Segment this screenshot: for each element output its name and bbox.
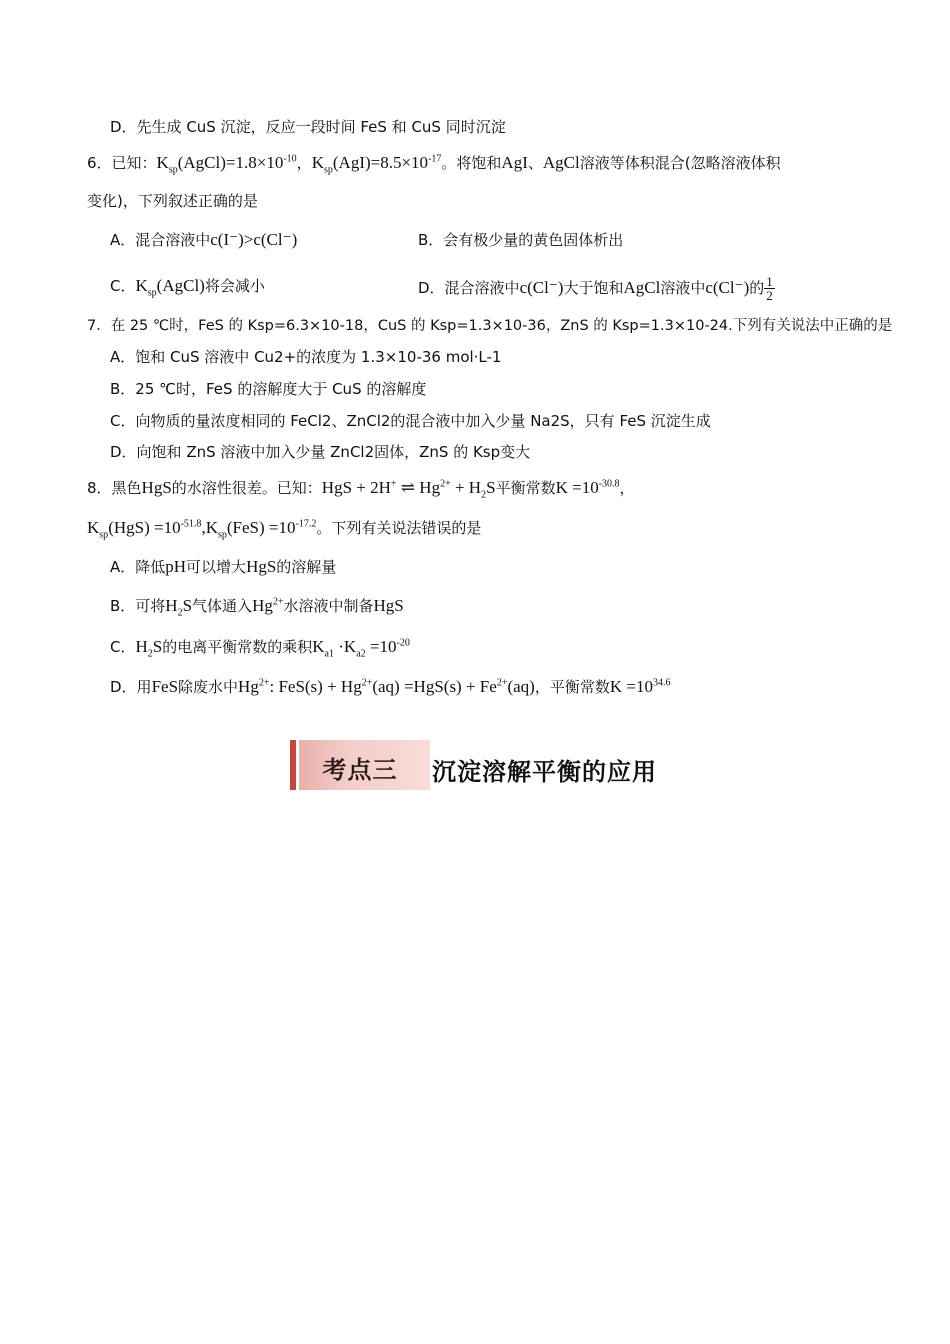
q8-option-a: A．降低pH可以增大HgS的溶解量 [110,557,337,576]
q8-stem-line2: $K_{sp}(HgS) =10^{-51.8},K_{sp}(FeS) =10^{-17.2}$。下列有关说法错误的是 [87,518,482,541]
q8-stem-line1: 8．黑色HgS的水溶性很差。已知：HgS + 2H+ ⇌ $Hg^{2+} + H_2S$平衡常数$K =10^{-30.8}$， [87,478,635,501]
one-half-fraction: $\frac{1}{2}$ [766,274,773,303]
q8-option-b: B．可将$H_2S$气体通入$Hg^{2+}$水溶液中制备HgS [110,596,404,619]
section-badge-label: 考点三 [322,756,398,784]
q7-option-a: A．饱和 CuS 溶液中 Cu2+的浓度为 1.3×10-36 mol·L-1 [110,348,502,366]
q8-option-d: D．用FeS除废水中$Hg^{2+}$: $FeS(s) + Hg^{2+}(aq) =HgS(s) + Fe^{2+}(aq)$，平衡常数$K =10^{34.6}$ [110,677,671,696]
q6-option-a: A．混合溶液中c(I⁻)>c(Cl⁻) [110,230,298,249]
q6-option-b: B．会有极少量的黄色固体析出 [418,231,624,249]
q6-option-d: D．混合溶液中c(Cl⁻)大于饱和AgCl溶液中c(Cl⁻)的 $\frac{1}{2}$ [418,274,773,303]
section-badge [290,740,430,790]
q6-stem-line2: 变化)，下列叙述正确的是 [87,192,258,210]
q7-stem: 7．在 25 ℃时，FeS 的 Ksp=6.3×10-18，CuS 的 Ksp=1.3×10-36，ZnS 的 Ksp=1.3×10-24.下列有关说法中正确的是 [87,318,893,334]
section-title: 沉淀溶解平衡的应用 [432,758,657,786]
q5-option-d: D．先生成 CuS 沉淀，反应一段时间 FeS 和 CuS 同时沉淀 [110,118,506,136]
q6-stem-line1: 6．已知：$K_{sp}(AgCl)=1.8\times 10^{-10}$，$K_{sp}(AgI)=8.5\times 10^{-17}$。将饱和AgI、AgCl溶液等体积混合(忽略溶液体积 [87,153,781,176]
q6-option-c: C．$K_{sp}(AgCl)$将会减小 [110,276,265,299]
q7-option-d: D．向饱和 ZnS 溶液中加入少量 ZnCl2固体，ZnS 的 Ksp变大 [110,443,531,461]
q7-option-b: B．25 ℃时，FeS 的溶解度大于 CuS 的溶解度 [110,380,427,398]
q7-option-c: C．向物质的量浓度相同的 FeCl2、ZnCl2的混合液中加入少量 Na2S，只有 FeS 沉淀生成 [110,412,711,430]
q8-option-c: C．$H_2S$的电离平衡常数的乘积$K_{a1} \cdot K_{a2} =10^{-20}$ [110,637,410,660]
